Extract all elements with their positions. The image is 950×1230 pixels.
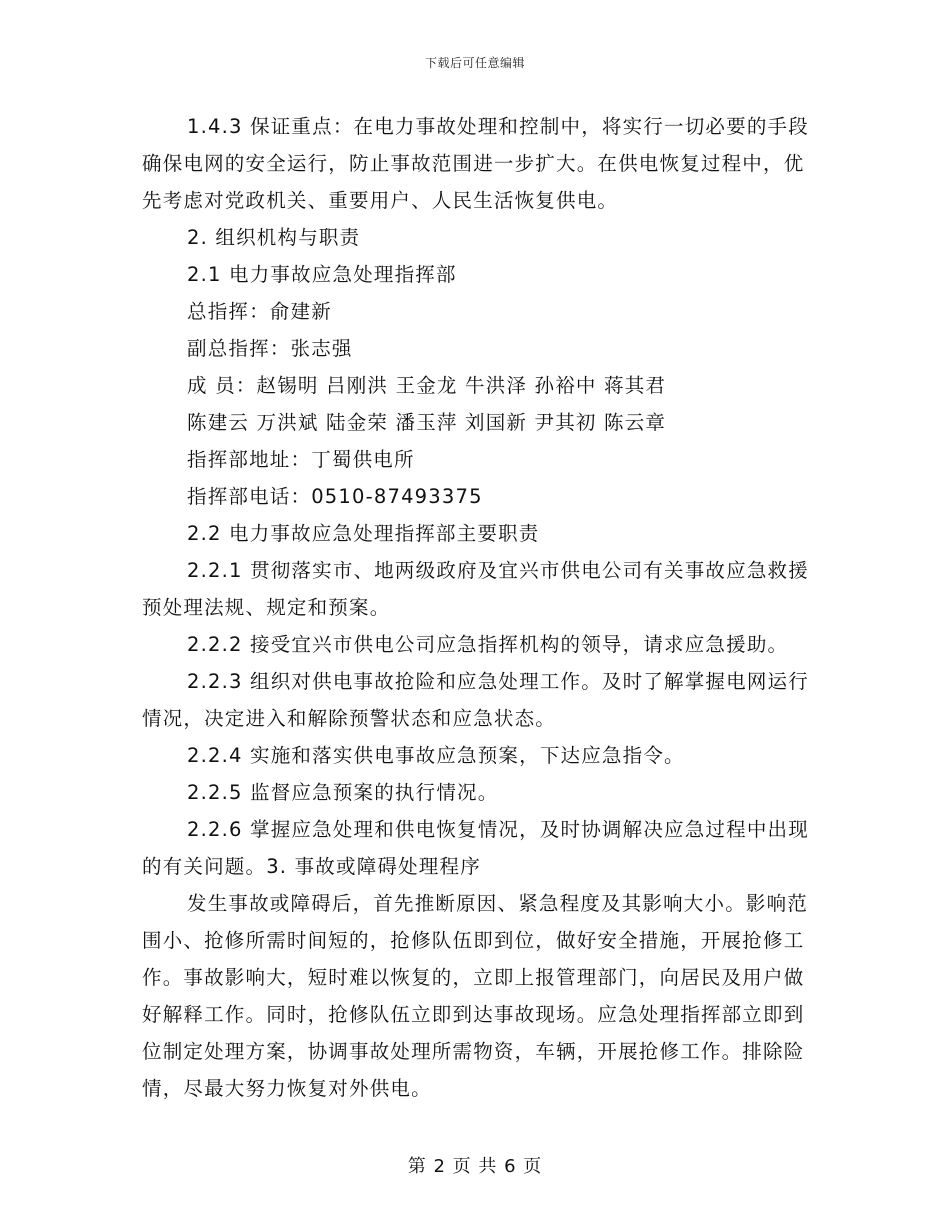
members-line-1: 成 员：赵锡明 吕刚洪 王金龙 牛洪泽 孙裕中 蒋其君 (187, 374, 667, 397)
paragraph-2-2-6: 2.2.6 掌握应急处理和供电恢复情况，及时协调解决应急过程中出现的有关问题。3. 事故或障碍处理程序 (142, 818, 809, 878)
section-heading-2-2: 2.2 电力事故应急处理指挥部主要职责 (187, 522, 540, 545)
document-body (142, 108, 812, 1107)
commander-line: 总指挥：俞建新 (187, 300, 332, 323)
paragraph-2-2-1: 2.2.1 贯彻落实市、地两级政府及宜兴市供电公司有关事故应急救援预处理法规、规定和预案。 (142, 559, 809, 619)
header-note: 下载后可任意编辑 (424, 56, 525, 70)
paragraph-2-2-5: 2.2.5 监督应急预案的执行情况。 (187, 781, 499, 804)
paragraph-2-2-2: 2.2.2 接受宜兴市供电公司应急指挥机构的领导，请求应急援助。 (187, 633, 789, 656)
paragraph-1-4-3: 1.4.3 保证重点：在电力事故处理和控制中，将实行一切必要的手段确保电网的安全运行，防止事故范围进一步扩大。在供电恢复过程中，优先考虑对党政机关、重要用户、人民生活恢复供电。 (142, 115, 809, 212)
page-number: 第 2 页 共 6 页 (407, 1156, 543, 1177)
paragraph-2-2-3: 2.2.3 组织对供电事故抢险和应急处理工作。及时了解掌握电网运行情况，决定进入和解除预警状态和应急状态。 (142, 670, 809, 730)
section-heading-2: 2. 组织机构与职责 (187, 226, 361, 249)
hq-phone-line: 指挥部电话：0510-87493375 (187, 485, 483, 508)
section-heading-2-1: 2.1 电力事故应急处理指挥部 (187, 263, 457, 286)
paragraph-2-2-4: 2.2.4 实施和落实供电事故应急预案，下达应急指令。 (187, 744, 685, 767)
paragraph-procedure: 发生事故或障碍后，首先推断原因、紧急程度及其影响大小。影响范围小、抢修所需时间短的，抢修队伍即到位，做好安全措施，开展抢修工作。事故影响大，短时难以恢复的，立即上报管理部门，向居民及用户做好解释工作。同时，抢修队伍立即到达事故现场。应急处理指挥部立即到位制定处理方案，协调事故处理所需物资，车辆，开展抢修工作。排除险情，尽最大努力恢复对外供电。 (142, 892, 809, 1100)
hq-address-line: 指挥部地址：丁蜀供电所 (187, 448, 415, 471)
members-line-2: 陈建云 万洪斌 陆金荣 潘玉萍 刘国新 尹其初 陈云章 (187, 411, 667, 434)
deputy-commander-line: 副总指挥：张志强 (187, 337, 353, 360)
